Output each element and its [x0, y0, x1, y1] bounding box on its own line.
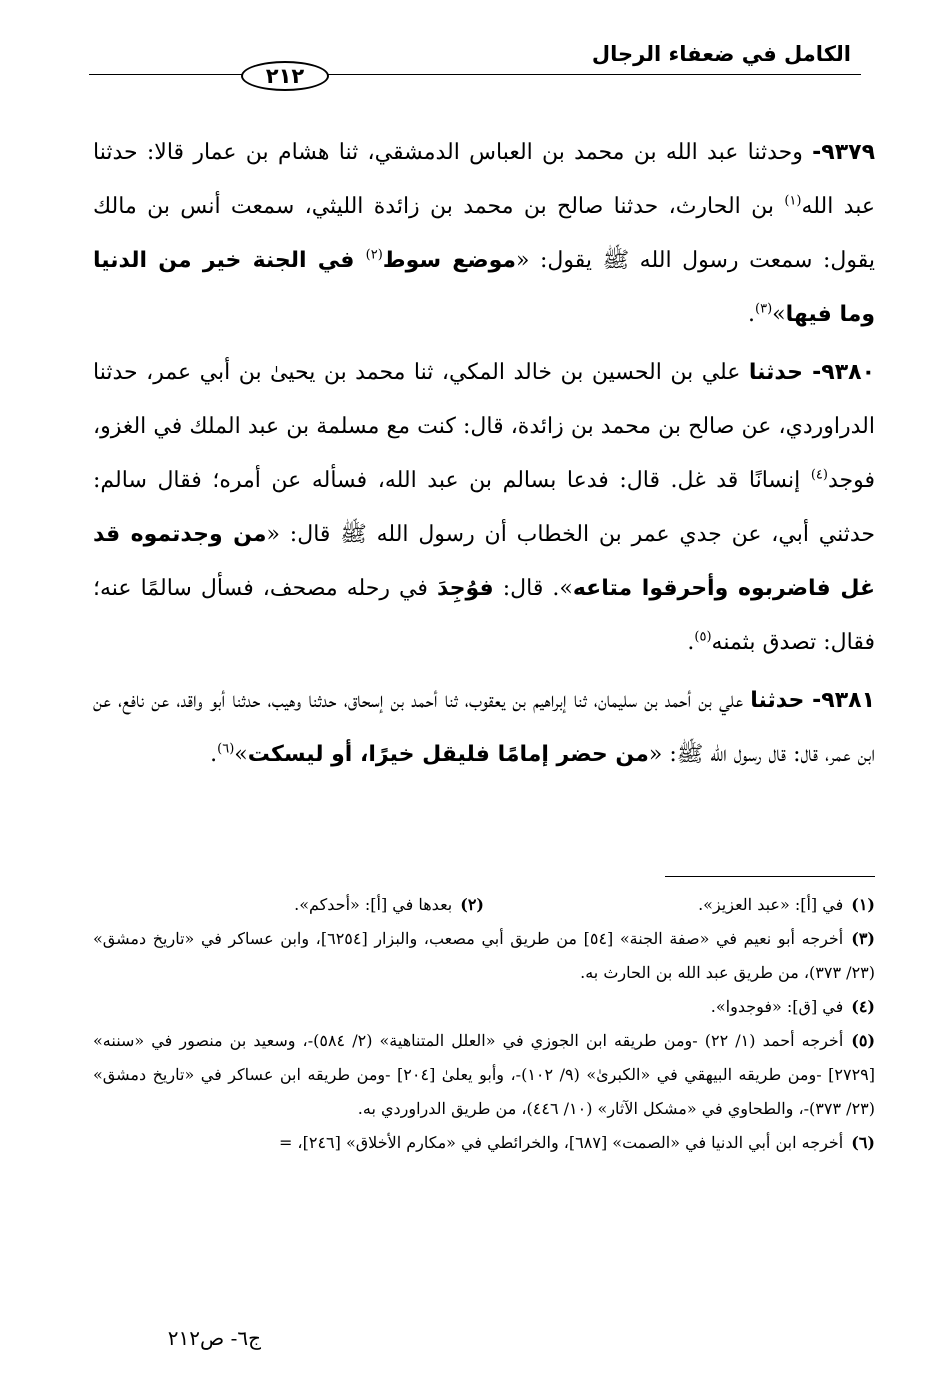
- hadith-text: »: [772, 302, 786, 327]
- hadith-9380: [93, 346, 875, 670]
- hadith-text: في رحله مصحف، فسأل سالمًا عنه؛ فقال: تصدق بثمنه: [93, 576, 875, 655]
- footnote-label: (٦): [851, 1133, 875, 1152]
- footnote-ref[interactable]: (٢): [365, 247, 383, 263]
- hadith-heading: حدثنا: [748, 360, 813, 385]
- narration-emphasis: فوُجِدَ: [436, 576, 494, 601]
- prophetic-quote: من حضر إمامًا فليقل خيرًا، أو ليسكت: [247, 742, 649, 767]
- footnote-separator: [665, 876, 875, 877]
- footnote-ref[interactable]: (٣): [755, 301, 773, 317]
- prophetic-quote: موضع سوط: [382, 248, 516, 273]
- footnote-5: [93, 1024, 875, 1126]
- footnote-row: [93, 888, 875, 922]
- hadith-text: .: [687, 630, 695, 655]
- footnotes: [93, 888, 875, 1160]
- footnote-2: [93, 888, 484, 922]
- footnote-ref[interactable]: (٤): [810, 467, 828, 483]
- hadith-text: علي بن أحمد بن سليمان، ثنا إبراهيم بن يعقوب، ثنا أحمد بن إسحاق، حدثنا وهيب، حدثنا أبو واقد، عن نافع، عن ابن عمر، قال: قال رسول الله ﷺ: «: [93, 688, 875, 767]
- page-header: [89, 32, 861, 88]
- footnote-6: [93, 1126, 875, 1160]
- footnote-label: (١): [851, 895, 875, 914]
- footnote-label: (٢): [460, 895, 484, 914]
- footnote-ref[interactable]: (١): [784, 193, 802, 209]
- footnote-text: بعدها في [أ]: «أحدكم».: [294, 895, 453, 914]
- footnote-text: أخرجه أحمد (١/ ٢٢) -ومن طريقه ابن الجوزي في «العلل المتناهية» (٢/ ٥٨٤)-، وسعيد بن منصور في «سننه» [٢٧٢٩] -ومن طريقه البيهقي في «الكبرىٰ» (٩/ ١٠٢)-، وأبو يعلىٰ [٢٠٤] -ومن طريقه ابن عساكر في «تاريخ دمشق» (٢٣/ ٣٧٣)-، والطحاوي في «مشكل الآثار» (١٠/ ٤٤٦)، من طريق الدراوردي به.: [93, 1031, 875, 1118]
- footnote-4: [93, 990, 875, 1024]
- footnote-text: أخرجه ابن أبي الدنيا في «الصمت» [٦٨٧]، والخرائطي في «مكارم الأخلاق» [٢٤٦]، =: [278, 1133, 844, 1152]
- prophetic-quote: في الجنة خير من الدنيا وما فيها: [93, 248, 875, 327]
- header-rule: [89, 74, 861, 75]
- footnote-3: [93, 922, 875, 990]
- hadith-text: وحدثنا عبد الله بن محمد بن العباس الدمشقي، ثنا هشام بن عمار قالا: حدثنا عبد الله: [93, 140, 875, 219]
- footnote-label: (٥): [851, 1031, 876, 1050]
- hadith-number: ٩٣٧٩-: [812, 140, 876, 165]
- footnote-text: أخرجه أبو نعيم في «صفة الجنة» [٥٤] من طريق أبي مصعب، والبزار [٦٢٥٤]، وابن عساكر في «تاريخ دمشق» (٢٣/ ٣٧٣)، من طريق عبد الله بن الحارث به.: [93, 929, 875, 982]
- hadith-text: علي بن الحسين بن خالد المكي، ثنا محمد بن يحيىٰ بن أبي عمر، حدثنا الدراوردي، عن صالح بن محمد بن زائدة، قال: كنت مع مسلمة بن عبد الملك في الغزو، فوجد: [93, 360, 875, 493]
- page-number: ٢١٢: [241, 61, 329, 91]
- hadith-number: ٩٣٨١-: [812, 688, 875, 713]
- footnote-label: (٤): [851, 997, 875, 1016]
- main-text: [93, 126, 875, 786]
- hadith-text: .: [748, 302, 755, 327]
- hadith-text: ». قال:: [493, 576, 573, 601]
- footnote-text: في [ق]: «فوجدوا».: [710, 997, 844, 1016]
- hadith-9379: [93, 126, 875, 342]
- footnote-label: (٣): [851, 929, 875, 948]
- hadith-text: بن الحارث، حدثنا صالح بن محمد بن زائدة الليثي، سمعت أنس بن مالك يقول: سمعت رسول الله ﷺ يقول: «: [93, 194, 876, 273]
- hadith-number: ٩٣٨٠-: [812, 360, 875, 385]
- hadith-text: إنسانًا قد غل. قال: فدعا بسالم بن عبد الله، فسأله عن أمره؛ فقال سالم: حدثني أبي، عن جدي عمر بن الخطاب أن رسول الله ﷺ قال: «: [93, 468, 875, 547]
- hadith-9381: [93, 674, 875, 782]
- footnote-ref[interactable]: (٥): [694, 629, 712, 645]
- hadith-text: .: [210, 742, 218, 767]
- book-title: الكامل في ضعفاء الرجال: [591, 42, 851, 66]
- footnote-ref[interactable]: (٦): [217, 741, 235, 757]
- page-reference: ج٦- ص٢١٢: [167, 1326, 261, 1350]
- prophetic-quote: من وجدتموه قد غل فاضربوه وأحرقوا متاعه: [93, 522, 875, 601]
- hadith-heading: حدثنا: [750, 688, 813, 713]
- hadith-text: »: [234, 742, 248, 767]
- footnote-text: في [أ]: «عبد العزيز».: [698, 895, 844, 914]
- footnote-1: [484, 888, 875, 922]
